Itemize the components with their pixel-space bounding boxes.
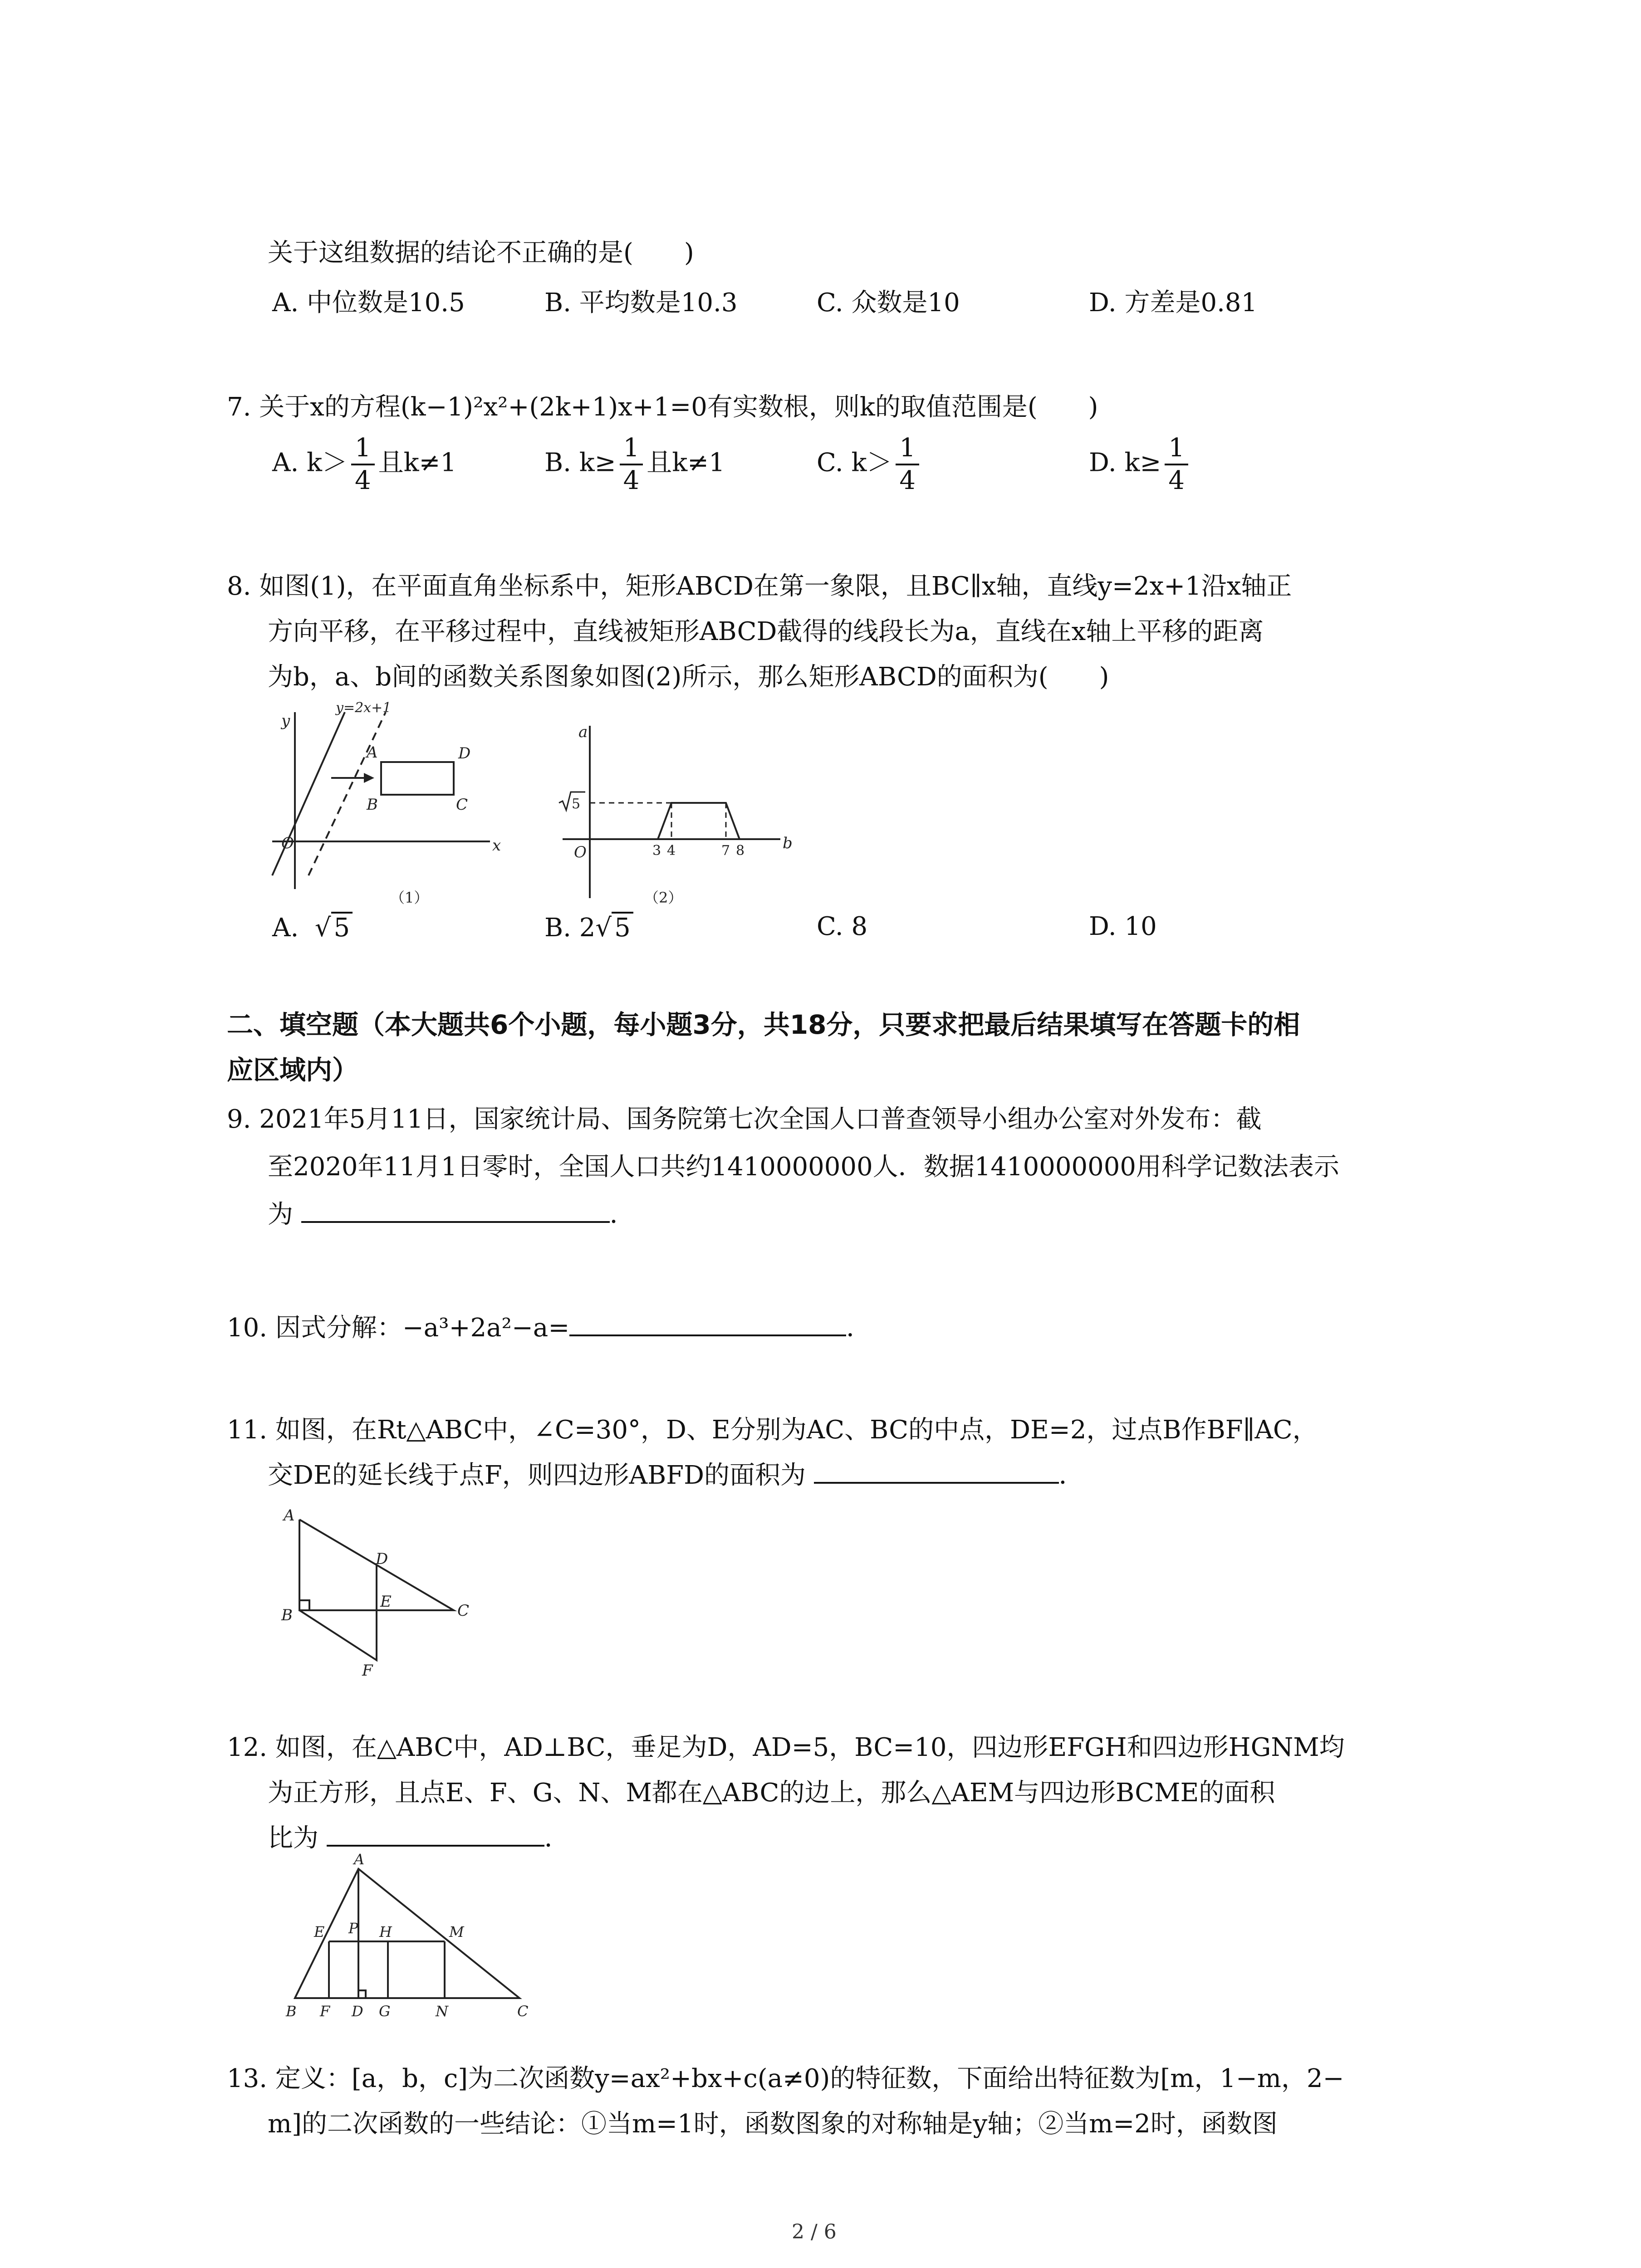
q8-fig2-tick-3: 3 [652,843,661,859]
q8-fig1-point-c: C [456,796,468,814]
q13-line1: 13. 定义：[a，b，c]为二次函数y=ax²+bx+c(a≠0)的特征数，下面给出特征数为[m，1−m，2− [227,2064,1344,2093]
q8-fig1-caption: （1） [390,889,429,906]
q6-stem-tail: 关于这组数据的结论不正确的是( ) [268,238,694,268]
q13-line2: m]的二次函数的一些结论：①当m=1时，函数图象的对称轴是y轴；②当m=2时，函数图 [268,2109,1278,2139]
q12-fig-point-h: H [379,1923,392,1941]
q7-stem: 7. 关于x的方程(k−1)²x²+(2k+1)x+1=0有实数根，则k的取值范围是( ) [227,392,1098,422]
q12-fig-point-b: B [286,2003,297,2020]
q8-fig1-y-label: y [281,712,290,730]
q9-line1: 9. 2021年5月11日，国家统计局、国务院第七次全国人口普查领导小组办公室对外发布：截 [227,1105,1262,1134]
q12-fig-point-d: D [352,2003,363,2020]
q12-fig-point-g: G [379,2003,391,2020]
q12-fig-point-p: P [348,1920,358,1937]
q8-fig1-point-a: A [367,743,378,762]
q6-option-b: B. 平均数是10.3 [544,288,738,318]
q8-fig2-sqrt5-label: 5 [572,796,581,812]
q11-fig-point-d: D [376,1550,388,1568]
q11-answer-blank[interactable] [814,1477,1059,1484]
q8-figure-2 [554,717,808,907]
q11-line2: 交DE的延长线于点F，则四边形ABFD的面积为 ． [268,1461,1084,1490]
q6-option-c: C. 众数是10 [817,288,960,318]
q8-line2: 方向平移，在平移过程中，直线被矩形ABCD截得的线段长为a，直线在x轴上平移的距离 [268,617,1264,646]
q11-line1: 11. 如图，在Rt△ABC中，∠C=30°，D、E分别为AC、BC的中点，DE=2，过点B作BF∥AC， [227,1415,1318,1445]
q9-line3: 为 ． [268,1200,635,1229]
q9-answer-blank[interactable] [301,1217,610,1223]
q8-fig1-point-b: B [367,796,378,814]
q8-fig1-origin-label: O [281,834,294,852]
q8-option-c: C. 8 [817,912,868,941]
q6-option-d: D. 方差是0.81 [1089,288,1258,318]
q12-line1: 12. 如图，在△ABC中，AD⊥BC，垂足为D，AD=5，BC=10，四边形EFGH和四边形HGNM均 [227,1733,1345,1762]
page-number: 2 / 6 [792,2220,837,2244]
q8-fig1-point-d: D [458,744,471,763]
section-2-heading-line2: 应区域内） [227,1055,359,1085]
q8-line1: 8. 如图(1)，在平面直角坐标系中，矩形ABCD在第一象限，且BC∥x轴，直线y=2x+1沿x轴正 [227,572,1292,601]
q11-fig-point-e: E [380,1593,392,1611]
q12-fig-point-m: M [449,1923,464,1941]
q11-fig-point-a: A [284,1506,295,1525]
q10-answer-blank[interactable] [569,1330,846,1336]
q7-option-c: C. k＞ $\frac{1}{4}$ [817,435,923,494]
q8-fig2-tick-4: 4 [667,843,676,859]
q8-fig1-line-label: y=2x+1 [336,700,392,716]
q12-fig-point-a: A [354,1851,365,1868]
q7-option-b: B. k≥ $\frac{1}{4}$ 且k≠1 [544,433,725,495]
q12-fig-point-e: E [314,1923,325,1941]
q11-fig-point-f: F [362,1662,373,1678]
q9-line2: 至2020年11月1日零时，全国人口共约1410000000人．数据1410000000用科学记数法表示 [268,1152,1339,1182]
q8-option-d: D. 10 [1089,912,1157,941]
q8-option-b: B. 2√ 5 [544,912,633,941]
q8-fig2-a-label: a [578,723,588,741]
q12-fig-point-c: C [517,2003,529,2020]
q8-figure-1 [263,699,517,907]
q12-line2: 为正方形，且点E、F、G、N、M都在△ABC的边上，那么△AEM与四边形BCME的面积 [268,1778,1275,1808]
q8-fig2-b-label: b [783,834,793,852]
q12-answer-blank[interactable] [327,1840,544,1847]
q8-option-a: A. √ 5 [272,912,353,941]
q8-fig2-origin-label: O [574,843,587,861]
q10-line: 10. 因式分解：−a³+2a²−a= ． [227,1313,872,1343]
q12-fig-point-n: N [436,2003,448,2020]
q8-fig2-tick-8: 8 [736,843,745,859]
section-2-heading-line1: 二、填空题（本大题共6个小题，每小题3分，共18分，只要求把最后结果填写在答题卡的相 [227,1009,1300,1040]
q8-fig2-caption: （2） [644,889,683,906]
q8-line3: 为b，a、b间的函数关系图象如图(2)所示，那么矩形ABCD的面积为( ) [268,662,1109,692]
q12-line3: 比为 ． [268,1823,570,1853]
q11-fig-point-b: B [281,1606,293,1624]
q8-fig1-x-label: x [492,836,501,855]
q7-option-d: D. k≥ $\frac{1}{4}$ [1089,435,1192,494]
q8-fig2-tick-7: 7 [721,843,730,859]
q11-fig-point-c: C [457,1602,470,1620]
q6-option-a: A. 中位数是10.5 [272,288,465,318]
q11-figure [272,1501,490,1678]
q7-option-a: A. k＞ $\frac{1}{4}$ 且k≠1 [272,433,457,495]
q12-figure [272,1846,554,2028]
q12-fig-point-f: F [320,2003,330,2020]
